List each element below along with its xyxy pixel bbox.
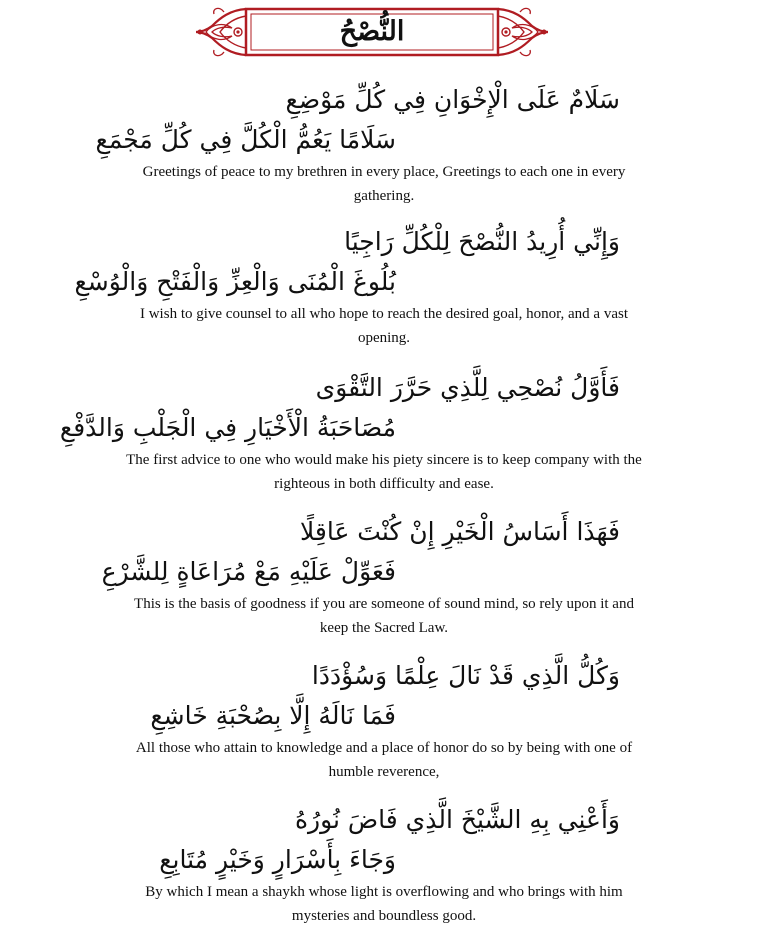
verse-5-arabic-second-hemistich: فَمَا نَالَهُ إِلَّا بِصُحْبَةِ خَاشِعِ	[150, 701, 396, 730]
page-title: النُّصْحُ	[339, 16, 405, 47]
verse-2-arabic-first-hemistich: وَإِنِّي أُرِيدُ النُّصْحَ لِلْكُلِّ رَاجِيًا	[344, 227, 620, 256]
verse-6-arabic-first-hemistich: وَأَعْنِي بِهِ الشَّيْخَ الَّذِي فَاضَ نُورُهُ	[294, 805, 620, 834]
verse-5-arabic-first-hemistich: وَكُلُّ الَّذِي قَدْ نَالَ عِلْمًا وَسُؤْدَدًا	[311, 661, 620, 690]
verse-1-english-translation: Greetings of peace to my brethren in every place, Greetings to each one in every gathering.	[142, 164, 626, 204]
verse-2-english-translation: I wish to give counsel to all who hope to reach the desired goal, honor, and a vast opening.	[139, 306, 629, 346]
verse-1-arabic-second-hemistich: سَلَامًا يَعُمُّ الْكُلَّ فِي كُلِّ مَجْمَعِ	[95, 125, 396, 154]
verse-3-arabic-first-hemistich: فَأَوَّلُ نُصْحِي لِلَّذِي حَرَّرَ التَّقْوَى	[315, 373, 620, 402]
verse-1-arabic-first-hemistich: سَلَامٌ عَلَى الْإِخْوَانِ فِي كُلِّ مَوْضِعِ	[285, 85, 620, 114]
verse-2-arabic-second-hemistich: بُلُوغَ الْمُنَى وَالْعِزِّ وَالْفَتْحِ وَالْوُسْعِ	[74, 267, 396, 296]
verse-3-arabic-second-hemistich: مُصَاحَبَةُ الْأَخْيَارِ فِي الْجَلْبِ وَالدَّفْعِ	[59, 413, 396, 442]
verse-3-english-translation: The first advice to one who would make his piety sincere is to keep company with the righteous in both difficulty and ease.	[126, 452, 642, 492]
verse-6-arabic-second-hemistich: وَجَاءَ بِأَسْرَارٍ وَخَيْرٍ مُتَابِعِ	[159, 845, 396, 874]
verse-4-arabic-first-hemistich: فَهَذَا أَسَاسُ الْخَيْرِ إِنْ كُنْتَ عَاقِلًا	[299, 517, 620, 546]
verse-5-english-translation: All those who attain to knowledge and a place of honor do so by being with one of humble reverence,	[135, 740, 633, 780]
title-frame	[194, 4, 550, 60]
verse-6-english-translation: By which I mean a shaykh whose light is overflowing and who brings with him mysteries and boundless good.	[145, 884, 623, 924]
verse-4-english-translation: This is the basis of goodness if you are someone of sound mind, so rely upon it and keep the Sacred Law.	[134, 596, 634, 636]
verse-4-arabic-second-hemistich: فَعَوِّلْ عَلَيْهِ مَعْ مُرَاعَاةٍ لِلشَّرْعِ	[101, 557, 396, 586]
